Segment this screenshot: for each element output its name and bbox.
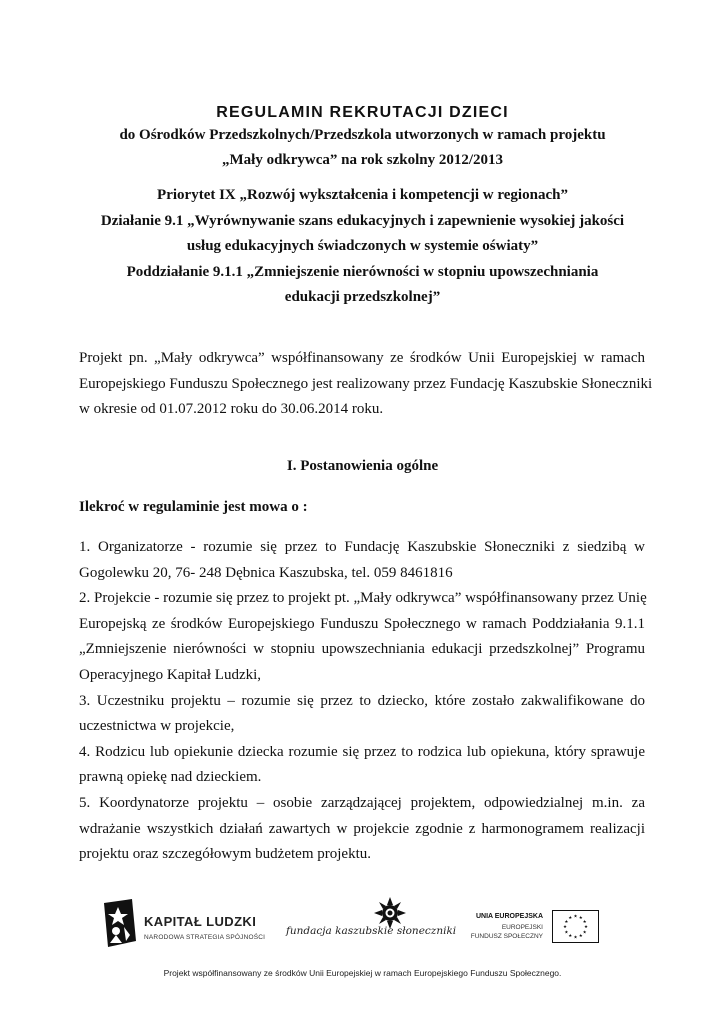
priority-line: Priorytet IX „Rozwój wykształcenia i kompetencji w regionach” (157, 187, 568, 203)
subtitle-line-1: do Ośrodków Przedszkolnych/Przedszkola utworzonych w ramach projektu (119, 127, 606, 143)
kapital-ludzki-subtitle: NARODOWA STRATEGIA SPÓJNOŚCI (144, 934, 266, 941)
eu-star-icon: ★ (564, 919, 569, 925)
intro-paragraph (79, 346, 653, 423)
eu-star-icon: ★ (568, 934, 573, 940)
definition-line: Europejską ze środków Europejskiego Funduszu Społecznego w ramach Poddziałania 9.1.1 (79, 615, 645, 632)
definition-line: 5. Koordynatorze projektu – osobie zarządzającej projektem, odpowiedzialnej m.in. za (79, 794, 645, 811)
eu-logo-title: UNIA EUROPEJSKA (475, 913, 543, 920)
eu-star-icon: ★ (562, 925, 568, 931)
definition-line: prawną opiekę nad dzieckiem. (79, 769, 262, 786)
eu-star-icon: ★ (573, 914, 578, 920)
definition-line: wdrażanie wszystkich działań zawartych w projekcie zgodnie z harmonogramem realizacji (79, 820, 645, 837)
eu-star-icon: ★ (568, 916, 573, 922)
action-line-2: usług edukacyjnych świadczonych w systemie oświaty” (186, 238, 539, 254)
document-title: REGULAMIN REKRUTACJI DZIECI (216, 104, 509, 121)
definition-line: projektu oraz szczegółowym budżetem projektu. (79, 846, 371, 863)
definition-line: 1. Organizatorze - rozumie się przez to Fundację Kaszubskie Słoneczniki z siedzibą w (79, 539, 645, 555)
footer-note: Projekt współfinansowany ze środków Unii Europejskiej w ramach Europejskiego Funduszu Społecznego. (163, 968, 562, 978)
intro-line: Europejskiego Funduszu Społecznego jest realizowany przez Fundację Kaszubskie Słoneczniki (79, 375, 653, 392)
intro-line: w okresie od 01.07.2012 roku do 30.06.2014 roku. (79, 401, 384, 417)
eu-star-icon: ★ (564, 930, 569, 936)
subtitle-line-2: „Mały odkrywca” na rok szkolny 2012/2013 (222, 152, 503, 168)
eu-star-icon: ★ (578, 916, 583, 922)
eu-logo-line2: EUROPEJSKI (501, 924, 543, 931)
definition-line: „Zmniejszenie nierówności w stopniu upowszechniania edukacji przedszkolnej” Programu (79, 641, 645, 658)
definition-line: 4. Rodzicu lub opiekunie dziecka rozumie się przez to rodzica lub opiekuna, który sprawuje (79, 743, 645, 760)
definition-line: 2. Projekcie - rozumie się przez to projekt pt. „Mały odkrywca” współfinansowany przez Unię (79, 590, 647, 607)
definition-line: Operacyjnego Kapitał Ludzki, (79, 666, 262, 683)
action-line-1: Działanie 9.1 „Wyrównywanie szans edukacyjnych i zapewnienie wysokiej jakości (100, 213, 625, 229)
definitions-list (79, 535, 645, 868)
eu-star-icon: ★ (582, 919, 587, 925)
subaction-line-2: edukacji przedszkolnej” (284, 289, 441, 305)
fundacja-logo-text: fundacja kaszubskie słoneczniki (286, 925, 457, 937)
definition-line: uczestnictwa w projekcie, (79, 718, 235, 735)
subaction-line-1: Poddziałanie 9.1.1 „Zmniejszenie nierówności w stopniu upowszechniania (126, 264, 599, 280)
section-lead: Ilekroć w regulaminie jest mowa o : (79, 499, 308, 515)
eu-logo-line3: FUNDUSZ SPOŁECZNY (470, 933, 543, 940)
section-heading: I. Postanowienia ogólne (286, 458, 439, 474)
eu-star-icon: ★ (582, 930, 587, 936)
definition-line: Gogolewku 20, 76- 248 Dębnica Kaszubska, tel. 059 8461816 (79, 564, 453, 581)
definition-line: 3. Uczestniku projektu – rozumie się przez to dziecko, które zostało zakwalifikowane do (79, 692, 645, 709)
sunflower-icon (286, 896, 436, 950)
eu-flag-icon (552, 910, 599, 943)
eu-star-icon: ★ (583, 925, 589, 931)
intro-line: Projekt pn. „Mały odkrywca” współfinansowany ze środków Unii Europejskiej w ramach (79, 350, 645, 366)
eu-star-icon: ★ (573, 935, 578, 941)
eu-star-icon: ★ (578, 934, 583, 940)
kapital-ludzki-name: KAPITAŁ LUDZKI (144, 914, 257, 929)
